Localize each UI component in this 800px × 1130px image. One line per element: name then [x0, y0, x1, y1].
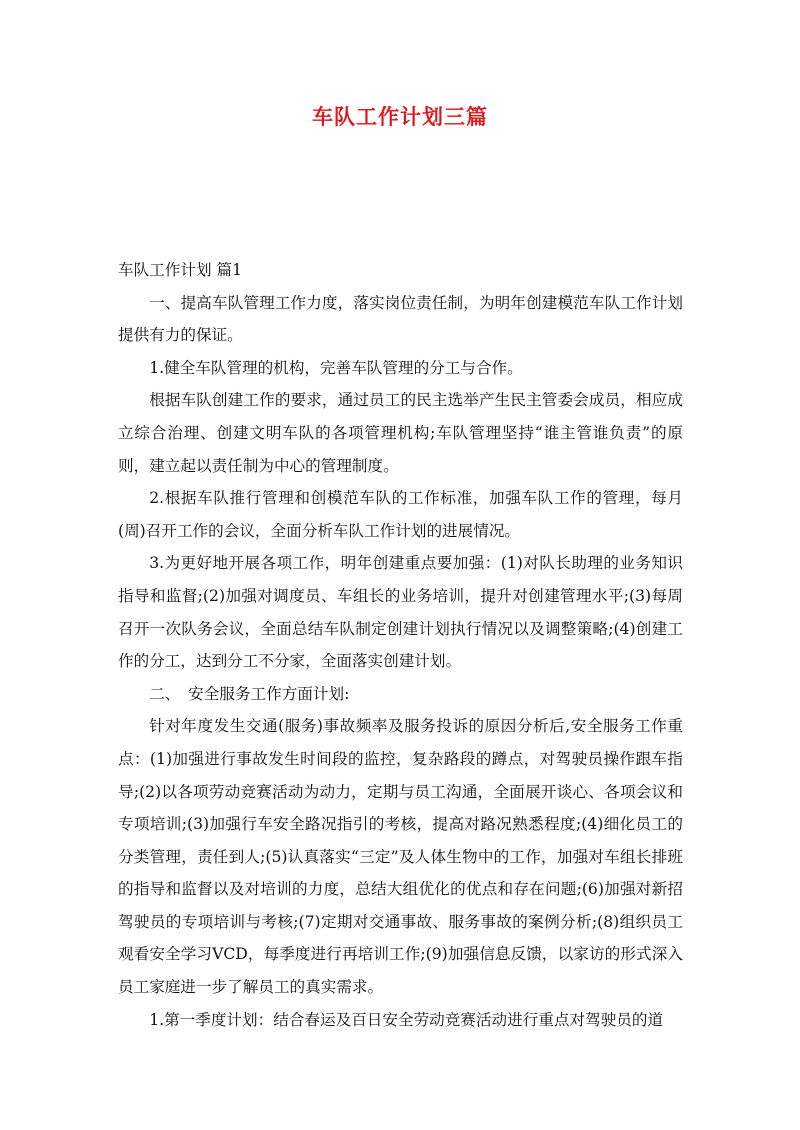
paragraph-4: 2.根据车队推行管理和创模范车队的工作标准，加强车队工作的管理，每月(周)召开工作的会议，全面分析车队工作计划的进展情况。 [118, 489, 683, 540]
document-body [118, 254, 683, 1036]
paragraph-8: 1.第一季度计划：结合春运及百日安全劳动竞赛活动进行重点对驾驶员的道 [149, 1010, 664, 1029]
paragraph-1: 一、提高车队管理工作力度，落实岗位责任制，为明年创建模范车队工作计划提供有力的保证。 [118, 293, 683, 345]
paragraph-6: 二、 安全服务工作方面计划: [149, 684, 350, 703]
paragraph-7: 针对年度发生交通(服务)事故频率及服务投诉的原因分析后,安全服务工作重点：(1)加强进行事故发生时间段的监控，复杂路段的蹲点，对驾驶员操作跟车指导;(2)以各项劳动竞赛活动为动力，定期与员工沟通，全面展开谈心、各项会议和专项培训;(3)加强行车安全路况指引的考核，提高对路况熟悉程度;(4)细化员工的分类管理，责任到人;(5)认真落实“三定”及人体生物中的工作，加强对车组长排班的指导和监督以及对培训的力度，总结大组优化的优点和存在问题;(6)加强对新招驾驶员的专项培训与考核;(7)定期对交通事故、服务事故的案例分析;(8)组织员工观看安全学习VCD，每季度进行再培训工作;(9)加强信息反馈，以家访的形式深入员工家庭进一步了解员工的真实需求。 [118, 717, 683, 997]
paragraph-3: 根据车队创建工作的要求，通过员工的民主选举产生民主管委会成员，相应成立综合治理、创建文明车队的各项管理机构;车队管理坚持“谁主管谁负责”的原则，建立起以责任制为中心的管理制度。 [118, 391, 683, 475]
paragraph-2: 1.健全车队管理的机构，完善车队管理的分工与合作。 [149, 358, 523, 377]
paragraph-5: 3.为更好地开展各项工作，明年创建重点要加强：(1)对队长助理的业务知识指导和监督;(2)加强对调度员、车组长的业务培训，提升对创建管理水平;(3)每周召开一次队务会议，全面总结车队制定创建计划执行情况以及调整策略;(4)创建工作的分工，达到分工不分家，全面落实创建计划。 [118, 554, 683, 671]
document-title: 车队工作计划三篇 [312, 104, 488, 129]
section-heading: 车队工作计划 篇1 [118, 261, 243, 279]
